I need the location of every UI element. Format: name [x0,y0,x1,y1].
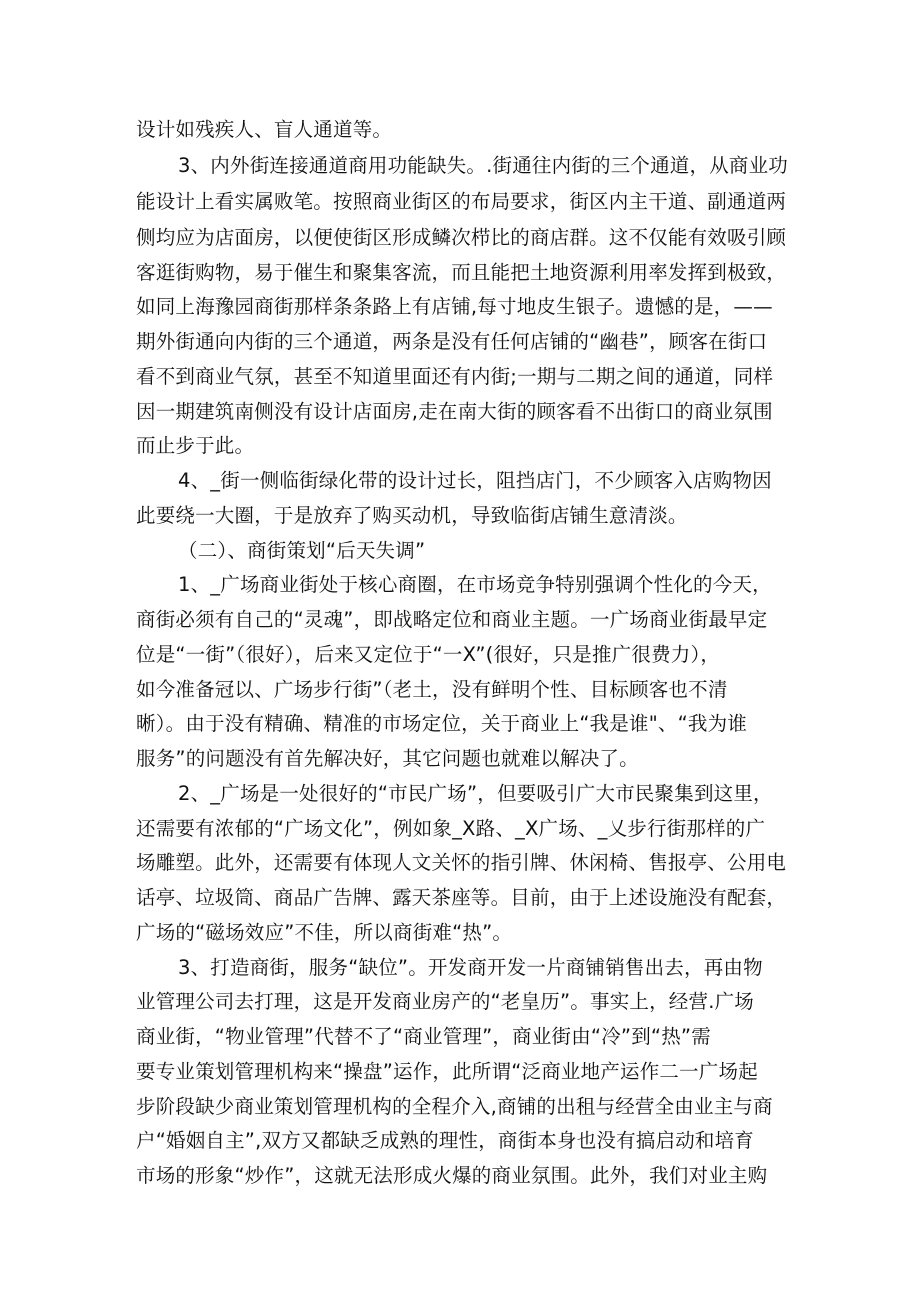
text-line [0,777,920,811]
line-text: 晰）。由于没有精确、精准的市场定位，关于商业上“我是谁"、“我为谁 [136,712,748,735]
line-text: 位是“一街”（很好），后来又定位于“一X”(很好，只是推广很费力）， [136,643,721,666]
line-text: 要专业策划管理机构来“操盘”运作，此所谓“泛商业地产运作二一广场起 [136,1060,758,1083]
text-line [0,603,920,637]
line-text: 商街必须有自己的“灵魂”，即战略定位和商业主题。一广场商业街最早定 [136,608,768,631]
text-line [0,985,920,1019]
text-line [0,360,920,394]
line-text: 步阶段缺少商业策划管理机构的全程介入,商铺的出租与经营全由业主与商 [136,1095,773,1118]
line-text: 能设计上看实属败笔。按照商业街区的布局要求，街区内主干道、副通道两 [136,190,787,213]
text-line [0,395,920,429]
line-text: 3、内外街连接通道商用功能缺失。.街通往内街的三个通道，从商业功 [178,154,789,177]
line-text: 看不到商业气氛，甚至不知道里面还有内街;一期与二期之间的通道，同样 [136,365,774,388]
line-text: 场雕塑。此外，还需要有体现人文关怀的指引牌、休闲椅、售报亭、公用电 [136,851,787,874]
text-line [0,638,920,672]
line-text: 期外街通向内街的三个通道，两条是没有任何店铺的“幽巷”，顾客在街口 [136,330,768,353]
line-text: 商业街，“物业管理”代替不了“商业管理”，商业街由“冷”到“热”需 [136,1025,711,1048]
line-text: 而止步于此。 [136,434,255,457]
text-line [0,951,920,985]
line-text: 市场的形象“炒作”，这就无法形成火爆的商业氛围。此外，我们对业主购 [136,1164,768,1187]
text-line [0,113,920,147]
text-line [0,812,920,846]
line-text: 户“婚姻自主”,双方又都缺乏成熟的理性，商街本身也没有搞启动和培育 [136,1129,755,1152]
text-line [0,916,920,950]
line-text: 设计如残疾人、盲人通道等。 [136,118,393,141]
text-line [0,256,920,290]
text-line [0,534,920,568]
text-line [0,1020,920,1054]
line-text: 还需要有浓郁的“广场文化”，例如象_X路、_X广场、_乂步行街那样的广 [136,817,766,840]
text-line [0,742,920,776]
line-text: 话亭、垃圾筒、商品广告牌、露天茶座等。目前，由于上述设施没有配套， [136,886,787,909]
text-line [0,429,920,463]
line-text: 如今准备冠以、广场步行街”（老土，没有鲜明个性、目标顾客也不清 [136,678,728,701]
line-text: 客逛街购物，易于催生和聚集客流，而且能把土地资源利用率发挥到极致， [136,261,787,284]
line-text: 此要绕一大圈，于是放弃了购买动机，导致临街店铺生意清淡。 [136,504,688,527]
text-line [0,499,920,533]
text-line [0,1159,920,1193]
line-text: 广场的“磁场效应”不佳，所以商街难“热”。 [136,921,513,944]
line-text: 侧均应为店面房，以便使街区形成鳞次栉比的商店群。这不仅能有效吸引顾 [136,226,787,249]
line-text: 3、打造商街，服务“缺位”。开发商开发一片商铺销售出去，再由物 [178,956,763,979]
line-text: 因一期建筑南侧没有设计店面房,走在南大街的顾客看不出街口的商业氛围 [136,400,773,423]
line-text: 2、_广场是一处很好的“市民广场”，但要吸引广大市民聚集到这里， [178,782,773,805]
text-line [0,325,920,359]
text-line [0,568,920,602]
text-line [0,881,920,915]
text-line [0,1055,920,1089]
line-text: （二）、商街策划“后天失调” [178,539,426,562]
text-line [0,1090,920,1124]
line-text: 服务”的问题没有首先解决好，其它问题也就难以解决了。 [136,747,639,770]
text-line [0,707,920,741]
line-text: 4、_街一侧临街绿化带的设计过长，阻挡店门，不少顾客入店购物因 [178,469,772,492]
line-text: 如同上海豫园商街那样条条路上有店铺,每寸地皮生银子。遗憾的是，—— [136,295,773,318]
text-line [0,149,920,183]
line-text: 业管理公司去打理，这是开发商业房产的“老皇历”。事实上，经营.广场 [136,990,755,1013]
text-line [0,846,920,880]
text-line [0,1124,920,1158]
text-line [0,464,920,498]
text-line [0,185,920,219]
text-line [0,221,920,255]
line-text: 1、_广场商业街处于核心商圈，在市场竞争特别强调个性化的今天， [178,573,772,596]
text-line [0,673,920,707]
text-line [0,290,920,324]
